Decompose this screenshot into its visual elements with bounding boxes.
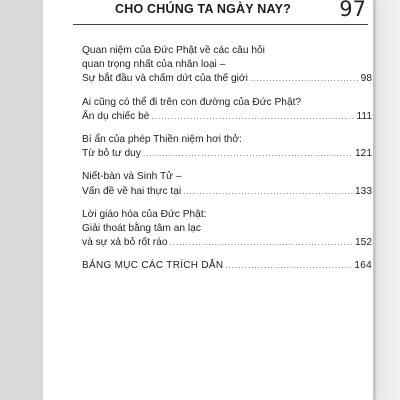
toc-page-number: 152 [355, 237, 372, 249]
dot-leader [250, 72, 359, 86]
dot-leader [170, 236, 353, 250]
toc-entry-line: BẢNG MỤC CÁC TRÍCH DẪN [82, 260, 224, 272]
toc-entry-line: Ai cũng có thể đi trên con đường của Đức Phật? [82, 96, 302, 108]
toc-entry-line: Quan niệm của Đức Phật về các câu hỏi [82, 45, 265, 56]
toc-entry-line: Niết-bàn và Sinh Tử – [82, 171, 182, 183]
toc-entry [82, 259, 372, 273]
table-of-contents [82, 44, 372, 283]
dot-leader [143, 147, 353, 161]
dot-leader [225, 259, 352, 273]
toc-entry-line: và sự xả bỏ rốt ráo [82, 237, 168, 249]
toc-page-number: 111 [356, 110, 372, 122]
toc-page-number: 164 [354, 260, 372, 272]
toc-entry [82, 44, 372, 87]
toc-entry-line: Từ bỏ tư duy [82, 148, 141, 160]
toc-page-number: 121 [355, 148, 372, 160]
toc-entry-last-line [82, 147, 372, 161]
toc-entry [82, 208, 372, 251]
toc-entry [82, 170, 372, 198]
adjacent-page-edge [376, 0, 400, 400]
page-number: 97 [339, 0, 366, 21]
toc-entry-line: Vấn đề về hai thực tại [82, 185, 182, 197]
toc-page-number: 98 [360, 73, 372, 85]
toc-entry-last-line [82, 259, 372, 273]
toc-entry [82, 133, 372, 161]
toc-entry-line: Giải thoát bằng tâm an lạc [82, 223, 201, 235]
dot-leader [151, 110, 354, 124]
book-page [43, 0, 373, 400]
toc-page-number: 133 [355, 185, 372, 197]
running-title: CHO CHÚNG TA NGÀY NAY? [115, 2, 291, 16]
toc-entry-line: Sự bắt đầu và chấm dứt của thế giới [82, 73, 248, 85]
toc-entry-last-line [82, 110, 372, 124]
toc-entry-line: Bí ẩn của phép Thiền niệm hơi thở: [82, 134, 242, 146]
toc-entry-last-line [82, 185, 372, 199]
toc-entry-last-line [82, 72, 372, 86]
toc-entry [82, 96, 372, 124]
dot-leader [183, 185, 353, 199]
toc-entry-line: quan trọng nhất của nhân loại – [82, 59, 226, 71]
toc-entry-last-line [82, 236, 372, 250]
page-header [73, 0, 368, 25]
toc-entry-line: Ẩn dụ chiếc bè [82, 110, 150, 122]
toc-entry-line: Lời giáo hóa của Đức Phật: [82, 208, 207, 220]
